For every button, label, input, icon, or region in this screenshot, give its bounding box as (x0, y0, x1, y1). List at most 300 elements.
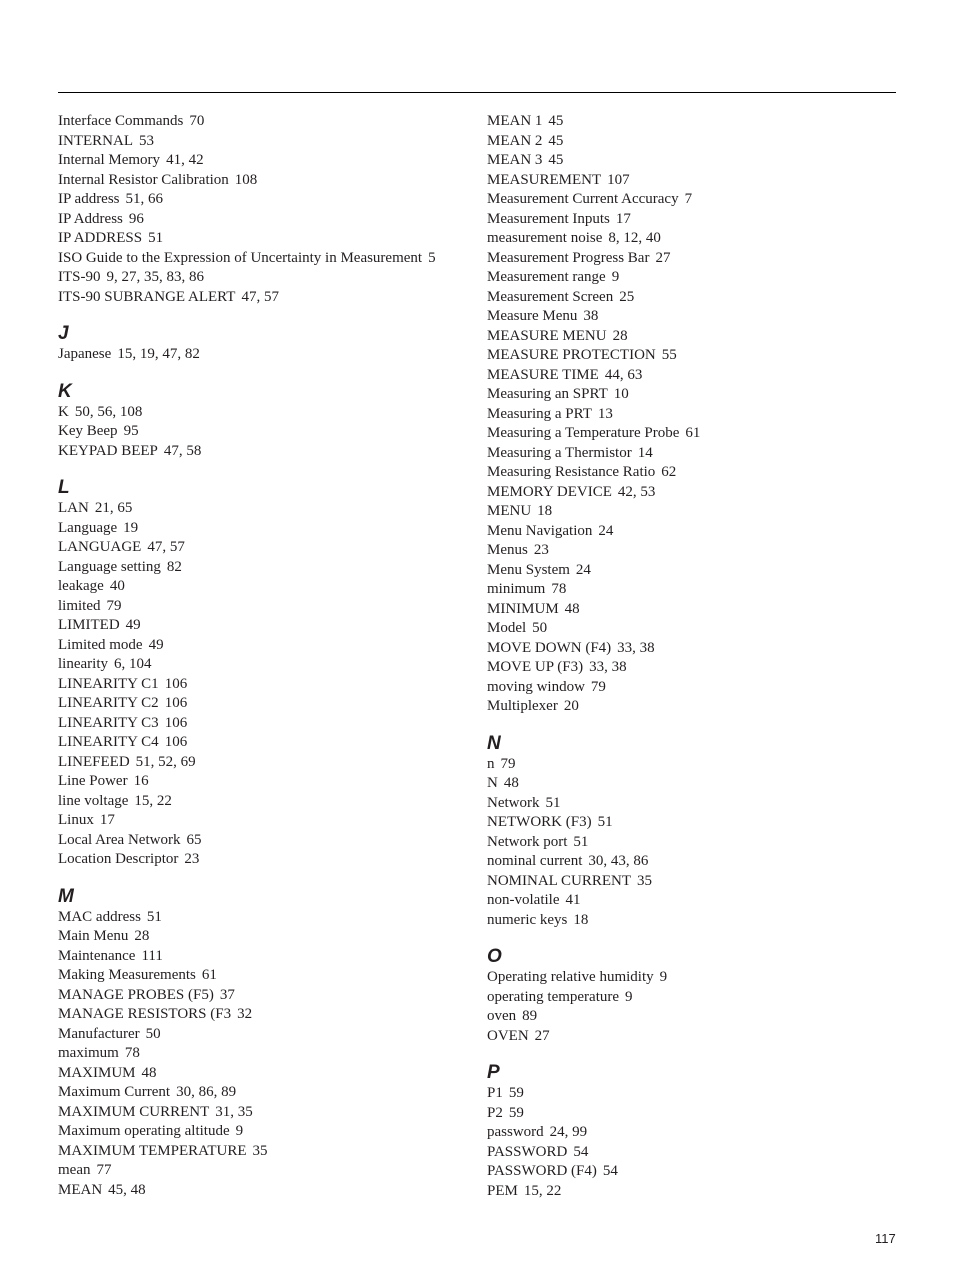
index-entry (58, 927, 478, 947)
index-entry (487, 483, 897, 503)
index-pages: 15, 22 (523, 1182, 562, 1199)
index-term: Model (487, 620, 527, 636)
index-pages: 106 (164, 695, 188, 711)
index-term: MEMORY DEVICE (487, 483, 612, 500)
index-pages: 37 (219, 986, 235, 1003)
index-term: K (58, 403, 69, 420)
index-term: Measure Menu (487, 308, 578, 324)
index-term: MAC address (58, 908, 141, 925)
index-pages: 17 (99, 812, 115, 828)
index-entry (58, 190, 478, 210)
index-pages: 38 (583, 308, 599, 324)
index-term: MENU (487, 503, 532, 519)
index-section (487, 947, 897, 1046)
index-term: MEAN 1 (487, 113, 543, 129)
index-term: LINEARITY C1 (58, 675, 159, 692)
index-entry (487, 229, 897, 249)
index-term: Maximum operating altitude (58, 1123, 230, 1139)
index-term: Maintenance (58, 947, 136, 964)
index-entry (58, 1005, 478, 1025)
index-entry (487, 697, 897, 717)
index-term: Operating relative humidity (487, 969, 654, 985)
index-term: LANGUAGE (58, 539, 142, 555)
index-entry (487, 1007, 897, 1027)
section-letter: O (487, 946, 502, 967)
index-pages: 28 (612, 327, 628, 344)
index-pages: 9 (235, 1123, 244, 1139)
index-entry (58, 986, 478, 1006)
index-pages: 59 (508, 1104, 524, 1121)
index-pages: 21, 65 (94, 500, 133, 516)
index-entry (58, 112, 478, 132)
index-term: Line Power (58, 773, 128, 789)
index-term: maximum (58, 1045, 119, 1061)
index-entry (58, 1064, 478, 1084)
index-pages: 17 (615, 210, 631, 227)
index-term: IP Address (58, 210, 123, 227)
index-term: IP address (58, 191, 120, 207)
index-term: MEAN 2 (487, 132, 543, 149)
index-pages: 18 (573, 911, 589, 928)
index-entry (487, 171, 897, 191)
section-letter: M (58, 885, 74, 907)
index-term: Location Descriptor (58, 851, 179, 867)
index-term: MEASURE TIME (487, 366, 599, 383)
index-entry (58, 811, 478, 831)
index-pages: 79 (500, 755, 516, 772)
index-pages: 23 (184, 851, 200, 867)
index-entry (487, 988, 897, 1008)
index-term: line voltage (58, 792, 129, 809)
index-term: measurement noise (487, 230, 603, 246)
index-pages: 31, 35 (215, 1103, 253, 1120)
index-term: Measurement Current Accuracy (487, 191, 679, 207)
index-pages: 48 (503, 775, 519, 791)
index-pages: 78 (551, 581, 567, 597)
index-entry (58, 171, 478, 191)
index-section (487, 1063, 897, 1201)
index-entry (487, 385, 897, 405)
index-entry (58, 268, 478, 288)
index-term: Measurement Progress Bar (487, 249, 650, 266)
index-entry (58, 1044, 478, 1064)
index-entry (58, 1103, 478, 1123)
index-term: Linux (58, 812, 94, 828)
index-section (58, 324, 478, 365)
index-entry (58, 151, 478, 171)
index-pages: 50 (145, 1025, 161, 1042)
index-entry (58, 947, 478, 967)
index-pages: 45 (548, 132, 564, 149)
index-term: KEYPAD BEEP (58, 442, 158, 459)
index-entry (487, 307, 897, 327)
index-term: MAXIMUM CURRENT (58, 1103, 210, 1120)
index-pages: 15, 22 (134, 792, 172, 809)
index-term: Measuring Resistance Ratio (487, 464, 656, 480)
index-pages: 14 (637, 444, 653, 461)
index-entry (58, 675, 478, 695)
index-entry (58, 714, 478, 734)
index-section (487, 734, 897, 931)
index-pages: 95 (123, 423, 139, 439)
index-entry (487, 1027, 897, 1047)
index-column-right (487, 112, 897, 1201)
index-entry (487, 190, 897, 210)
index-entry (58, 1025, 478, 1045)
index-entry (58, 288, 478, 308)
index-pages: 108 (234, 171, 258, 188)
index-entry (487, 1084, 897, 1104)
index-pages: 111 (141, 947, 163, 964)
section-letter: J (58, 323, 69, 344)
index-term: P1 (487, 1085, 503, 1101)
index-term: LINEARITY C2 (58, 695, 159, 711)
index-entry (487, 327, 897, 347)
index-term: oven (487, 1008, 517, 1024)
index-entry (58, 792, 478, 812)
index-pages: 33, 38 (617, 639, 655, 656)
index-term: MEASUREMENT (487, 171, 602, 188)
index-term: moving window (487, 678, 585, 695)
index-section (58, 112, 478, 307)
index-entry (487, 405, 897, 425)
index-term: Menu System (487, 561, 570, 578)
index-term: operating temperature (487, 988, 620, 1005)
index-term: n (487, 755, 495, 772)
index-entry (58, 636, 478, 656)
index-entry (58, 850, 478, 870)
index-pages: 45 (548, 152, 564, 168)
index-term: Multiplexer (487, 698, 558, 714)
index-entry (487, 502, 897, 522)
index-term: LAN (58, 500, 89, 516)
index-entry (58, 1181, 478, 1201)
index-pages: 48 (141, 1064, 157, 1081)
index-entry (58, 908, 478, 928)
index-term: Maximum Current (58, 1084, 171, 1100)
index-entry (487, 774, 897, 794)
index-entry (487, 346, 897, 366)
index-pages: 16 (133, 773, 149, 789)
index-pages: 106 (164, 714, 188, 731)
index-pages: 27 (534, 1027, 550, 1044)
index-term: OVEN (487, 1027, 529, 1044)
index-term: MOVE UP (F3) (487, 659, 584, 675)
index-pages: 79 (106, 597, 122, 614)
index-term: Internal Resistor Calibration (58, 171, 229, 188)
index-entry (487, 1143, 897, 1163)
index-term: Making Measurements (58, 967, 196, 983)
index-term: MANAGE RESISTORS (F3 (58, 1006, 232, 1022)
index-pages: 30, 43, 86 (588, 853, 649, 869)
index-term: MAXIMUM TEMPERATURE (58, 1142, 247, 1159)
index-term: MEASURE PROTECTION (487, 347, 656, 363)
index-term: Measurement Screen (487, 288, 614, 305)
index-term: Network port (487, 833, 568, 850)
index-entry (487, 288, 897, 308)
index-pages: 40 (109, 578, 125, 594)
index-entry (487, 891, 897, 911)
index-pages: 77 (96, 1162, 112, 1178)
index-pages: 44, 63 (604, 366, 643, 383)
index-term: PASSWORD (487, 1143, 568, 1160)
index-entry (487, 968, 897, 988)
index-entry (487, 639, 897, 659)
index-pages: 35 (637, 872, 653, 889)
index-term: Measuring a Thermistor (487, 444, 632, 461)
index-entry (487, 1104, 897, 1124)
section-letter: N (487, 732, 501, 754)
index-entry (58, 694, 478, 714)
index-pages: 55 (661, 347, 677, 363)
index-entry (58, 831, 478, 851)
index-entry (487, 619, 897, 639)
index-term: Interface Commands (58, 113, 184, 129)
index-entry (487, 1162, 897, 1182)
index-pages: 41 (565, 892, 581, 908)
index-term: ITS-90 (58, 269, 101, 285)
index-term: MEAN 3 (487, 152, 543, 168)
index-entry (58, 442, 478, 462)
index-term: N (487, 775, 498, 791)
index-term: Limited mode (58, 636, 143, 653)
index-pages: 45 (548, 113, 564, 129)
index-entry (58, 249, 478, 269)
section-letter: L (58, 477, 70, 498)
index-term: MEASURE MENU (487, 327, 607, 344)
index-section (487, 112, 897, 717)
index-pages: 49 (148, 636, 164, 653)
index-pages: 13 (597, 405, 613, 422)
index-pages: 41, 42 (166, 152, 204, 168)
index-pages: 51, 66 (125, 191, 164, 207)
section-letter: K (58, 380, 72, 402)
index-term: Language setting (58, 558, 161, 575)
index-section (58, 478, 478, 870)
index-entry (58, 1083, 478, 1103)
index-entry (487, 444, 897, 464)
index-term: Measurement Inputs (487, 210, 610, 227)
index-term: NOMINAL CURRENT (487, 872, 632, 889)
index-entry (58, 616, 478, 636)
index-entry (487, 522, 897, 542)
index-entry (487, 132, 897, 152)
index-pages: 89 (522, 1008, 538, 1024)
index-pages: 51 (148, 230, 164, 246)
index-entry (487, 268, 897, 288)
index-section (58, 382, 478, 462)
index-entry (487, 872, 897, 892)
index-term: Measuring a PRT (487, 405, 592, 422)
index-pages: 5 (428, 249, 436, 266)
index-pages: 65 (186, 831, 202, 848)
index-term: MOVE DOWN (F4) (487, 639, 612, 656)
index-pages: 61 (201, 967, 217, 983)
index-term: Language (58, 519, 118, 536)
index-term: PASSWORD (F4) (487, 1163, 597, 1179)
index-pages: 10 (613, 386, 629, 402)
index-term: NETWORK (F3) (487, 814, 592, 830)
index-entry (58, 345, 478, 365)
index-entry (58, 499, 478, 519)
index-term: Internal Memory (58, 152, 161, 168)
index-term: Japanese (58, 346, 112, 362)
index-pages: 8, 12, 40 (608, 230, 661, 246)
index-pages: 50 (532, 620, 548, 636)
header-rule (58, 92, 896, 93)
index-pages: 7 (684, 191, 693, 207)
index-entry (58, 403, 478, 423)
index-pages: 51 (597, 814, 613, 830)
index-term: ISO Guide to the Expression of Uncertainty in Measurement (58, 249, 423, 266)
index-pages: 35 (252, 1142, 268, 1159)
index-term: nominal current (487, 853, 583, 869)
index-entry (487, 151, 897, 171)
index-term: Network (487, 794, 540, 811)
index-term: Local Area Network (58, 831, 181, 848)
index-pages: 62 (661, 464, 677, 480)
index-entry (487, 366, 897, 386)
index-term: mean (58, 1162, 91, 1178)
index-term: Main Menu (58, 928, 129, 944)
index-entry (58, 655, 478, 675)
index-pages: 51, 52, 69 (135, 753, 196, 770)
index-pages: 24 (598, 522, 614, 539)
index-term: LINEFEED (58, 753, 130, 770)
index-term: minimum (487, 581, 546, 597)
index-entry (487, 1123, 897, 1143)
index-pages: 25 (619, 288, 635, 305)
index-entry (58, 966, 478, 986)
index-pages: 51 (545, 794, 561, 811)
index-term: linearity (58, 656, 108, 672)
index-pages: 96 (128, 210, 144, 227)
index-pages: 6, 104 (113, 656, 152, 672)
index-pages: 53 (139, 132, 154, 149)
index-pages: 79 (590, 678, 606, 695)
index-pages: 51 (146, 908, 162, 925)
index-pages: 106 (164, 734, 188, 750)
index-entry (487, 794, 897, 814)
index-pages: 106 (164, 675, 188, 692)
index-pages: 54 (573, 1143, 589, 1160)
index-entry (58, 1122, 478, 1142)
index-term: Manufacturer (58, 1025, 140, 1042)
index-term: Key Beep (58, 423, 118, 439)
index-entry (58, 132, 478, 152)
index-entry (487, 833, 897, 853)
index-entry (58, 422, 478, 442)
index-entry (58, 753, 478, 773)
index-pages: 9, 27, 35, 83, 86 (106, 269, 204, 285)
index-term: password (487, 1124, 544, 1140)
index-pages: 9 (625, 988, 633, 1005)
index-pages: 47, 58 (163, 442, 202, 459)
index-term: MEAN (58, 1181, 103, 1198)
index-pages: 78 (124, 1045, 140, 1061)
index-entry (58, 733, 478, 753)
index-entry (487, 424, 897, 444)
index-pages: 20 (563, 698, 579, 714)
index-entry (487, 1182, 897, 1202)
index-term: INTERNAL (58, 132, 133, 149)
index-entry (487, 813, 897, 833)
index-term: IP ADDRESS (58, 230, 143, 246)
index-pages: 70 (189, 113, 205, 129)
index-term: MAXIMUM (58, 1064, 136, 1081)
index-entry (58, 519, 478, 539)
index-pages: 42, 53 (617, 483, 656, 500)
index-term: MANAGE PROBES (F5) (58, 986, 214, 1003)
index-entry (58, 558, 478, 578)
index-entry (58, 577, 478, 597)
index-term: Menu Navigation (487, 522, 593, 539)
index-entry (487, 852, 897, 872)
index-entry (487, 541, 897, 561)
index-entry (487, 911, 897, 931)
index-entry (58, 597, 478, 617)
index-entry (487, 755, 897, 775)
index-pages: 24 (575, 561, 591, 578)
index-pages: 82 (166, 558, 182, 575)
index-entry (487, 600, 897, 620)
index-term: numeric keys (487, 911, 568, 928)
index-entry (58, 538, 478, 558)
index-pages: 15, 19, 47, 82 (117, 346, 200, 362)
index-term: leakage (58, 578, 104, 594)
index-pages: 23 (533, 542, 549, 558)
index-entry (487, 463, 897, 483)
index-term: PEM (487, 1182, 518, 1199)
index-pages: 61 (685, 425, 701, 441)
index-pages: 33, 38 (589, 659, 627, 675)
index-term: limited (58, 597, 101, 614)
index-entry (58, 1161, 478, 1181)
index-term: non-volatile (487, 892, 560, 908)
index-entry (487, 249, 897, 269)
index-entry (487, 678, 897, 698)
index-entry (487, 580, 897, 600)
index-pages: 48 (564, 600, 580, 617)
index-section (58, 887, 478, 1201)
index-entry (487, 561, 897, 581)
index-pages: 45, 48 (108, 1181, 146, 1198)
index-entry (487, 210, 897, 230)
index-pages: 9 (611, 269, 620, 285)
index-pages: 47, 57 (147, 539, 185, 555)
index-pages: 24, 99 (549, 1124, 588, 1140)
index-term: Menus (487, 542, 528, 558)
page-number: 117 (875, 1231, 896, 1246)
index-term: LINEARITY C3 (58, 714, 159, 731)
index-pages: 51 (573, 833, 589, 850)
index-term: P2 (487, 1104, 503, 1121)
index-pages: 18 (537, 503, 553, 519)
index-term: Measuring a Temperature Probe (487, 425, 680, 441)
index-pages: 19 (123, 519, 139, 536)
index-entry (58, 1142, 478, 1162)
index-pages: 30, 86, 89 (176, 1084, 237, 1100)
index-pages: 28 (134, 928, 150, 944)
index-pages: 47, 57 (241, 288, 279, 305)
index-entry (58, 772, 478, 792)
index-pages: 9 (659, 969, 668, 985)
section-letter: P (487, 1062, 500, 1083)
index-pages: 50, 56, 108 (74, 403, 143, 420)
index-entry (58, 229, 478, 249)
index-pages: 107 (607, 171, 630, 188)
index-pages: 59 (508, 1085, 524, 1101)
